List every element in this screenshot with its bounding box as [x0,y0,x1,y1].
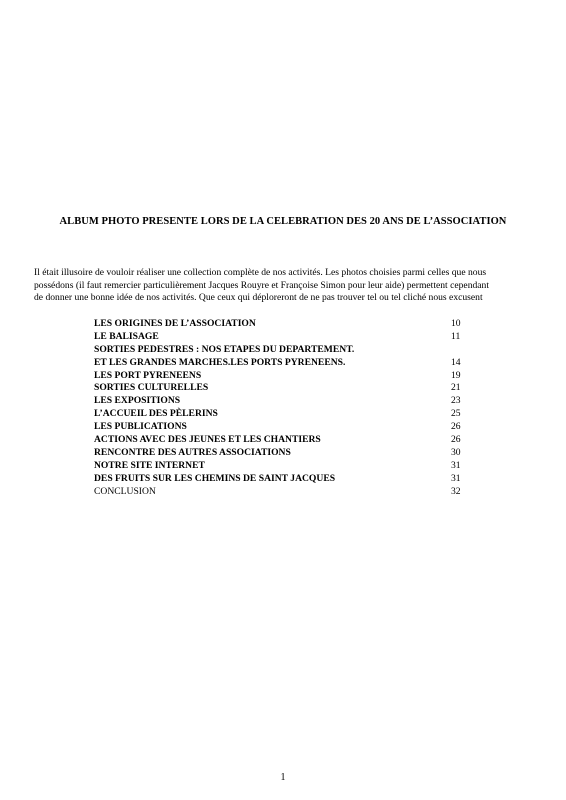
toc-entry-label: ET LES GRANDES MARCHES.LES PORTS PYRENEENS. [94,356,346,368]
toc-entry-page: 11 [451,330,461,342]
toc-entry-label: LES ORIGINES DE L’ASSOCIATION [94,318,256,329]
toc-entry-label: ACTIONS AVEC DES JEUNES ET LES CHANTIERS [94,434,321,446]
intro-line: possédons (il faut remercier particulièrement Jacques Rouyre et Françoise Simon pour leur aide) permettent cependant [34,279,490,291]
toc-entry-label: LES EXPOSITIONS [94,395,181,407]
toc-entry-label: LES PORT PYRENEENS [94,369,202,381]
table-of-contents [94,318,474,498]
toc-entry [94,460,474,473]
toc-entry-label: LE BALISAGE [94,330,159,342]
toc-entry [94,447,474,460]
toc-entry [94,486,474,499]
toc-entry-label: LES PUBLICATIONS [94,421,187,433]
toc-entry-page: 31 [451,472,461,484]
toc-entry-page: 31 [451,459,461,471]
toc-entry [94,357,474,370]
toc-entry-label: CONCLUSION [94,485,156,497]
toc-entry [94,318,474,331]
intro-line: Il était illusoire de vouloir réaliser une collection complète de nos activités. Les photos choisies parmi celles que nous [34,267,487,278]
toc-entry [94,331,474,344]
toc-entry [94,434,474,447]
toc-entry [94,395,474,408]
toc-entry-page: 10 [451,318,461,329]
intro-line: de donner une bonne idée de nos activités. Que ceux qui déploreront de ne pas trouver tel ou tel cliché nous excusent [34,292,483,304]
toc-entry [94,408,474,421]
toc-entry [94,370,474,383]
toc-entry-page: 26 [451,421,461,433]
toc-entry [94,473,474,486]
toc-entry-label: L’ACCUEIL DES PÈLERINS [94,408,218,420]
toc-entry-page: 14 [451,356,461,368]
document-title: ALBUM PHOTO PRESENTE LORS DE LA CELEBRATION DES 20 ANS DE L’ASSOCIATION [59,216,507,227]
toc-entry-label: RENCONTRE DES AUTRES ASSOCIATIONS [94,446,291,458]
toc-entry-page: 26 [451,434,461,446]
intro-paragraph [34,267,544,305]
page-number: 1 [280,772,286,783]
toc-entry [94,382,474,395]
toc-entry-page: 19 [451,369,461,381]
toc-entry-label: SORTIES PEDESTRES : NOS ETAPES DU DEPARTEMENT. [94,343,355,355]
toc-entry [94,421,474,434]
toc-entry-page: 23 [451,395,461,407]
toc-entry-label: SORTIES CULTURELLES [94,382,209,394]
toc-entry-page: 21 [451,382,461,394]
toc-entry-label: NOTRE SITE INTERNET [94,459,205,471]
toc-entry-page: 30 [451,446,461,458]
toc-entry [94,344,474,357]
toc-entry-label: DES FRUITS SUR LES CHEMINS DE SAINT JACQUES [94,472,336,484]
toc-entry-page: 25 [451,408,461,420]
toc-entry-page: 32 [451,485,461,497]
